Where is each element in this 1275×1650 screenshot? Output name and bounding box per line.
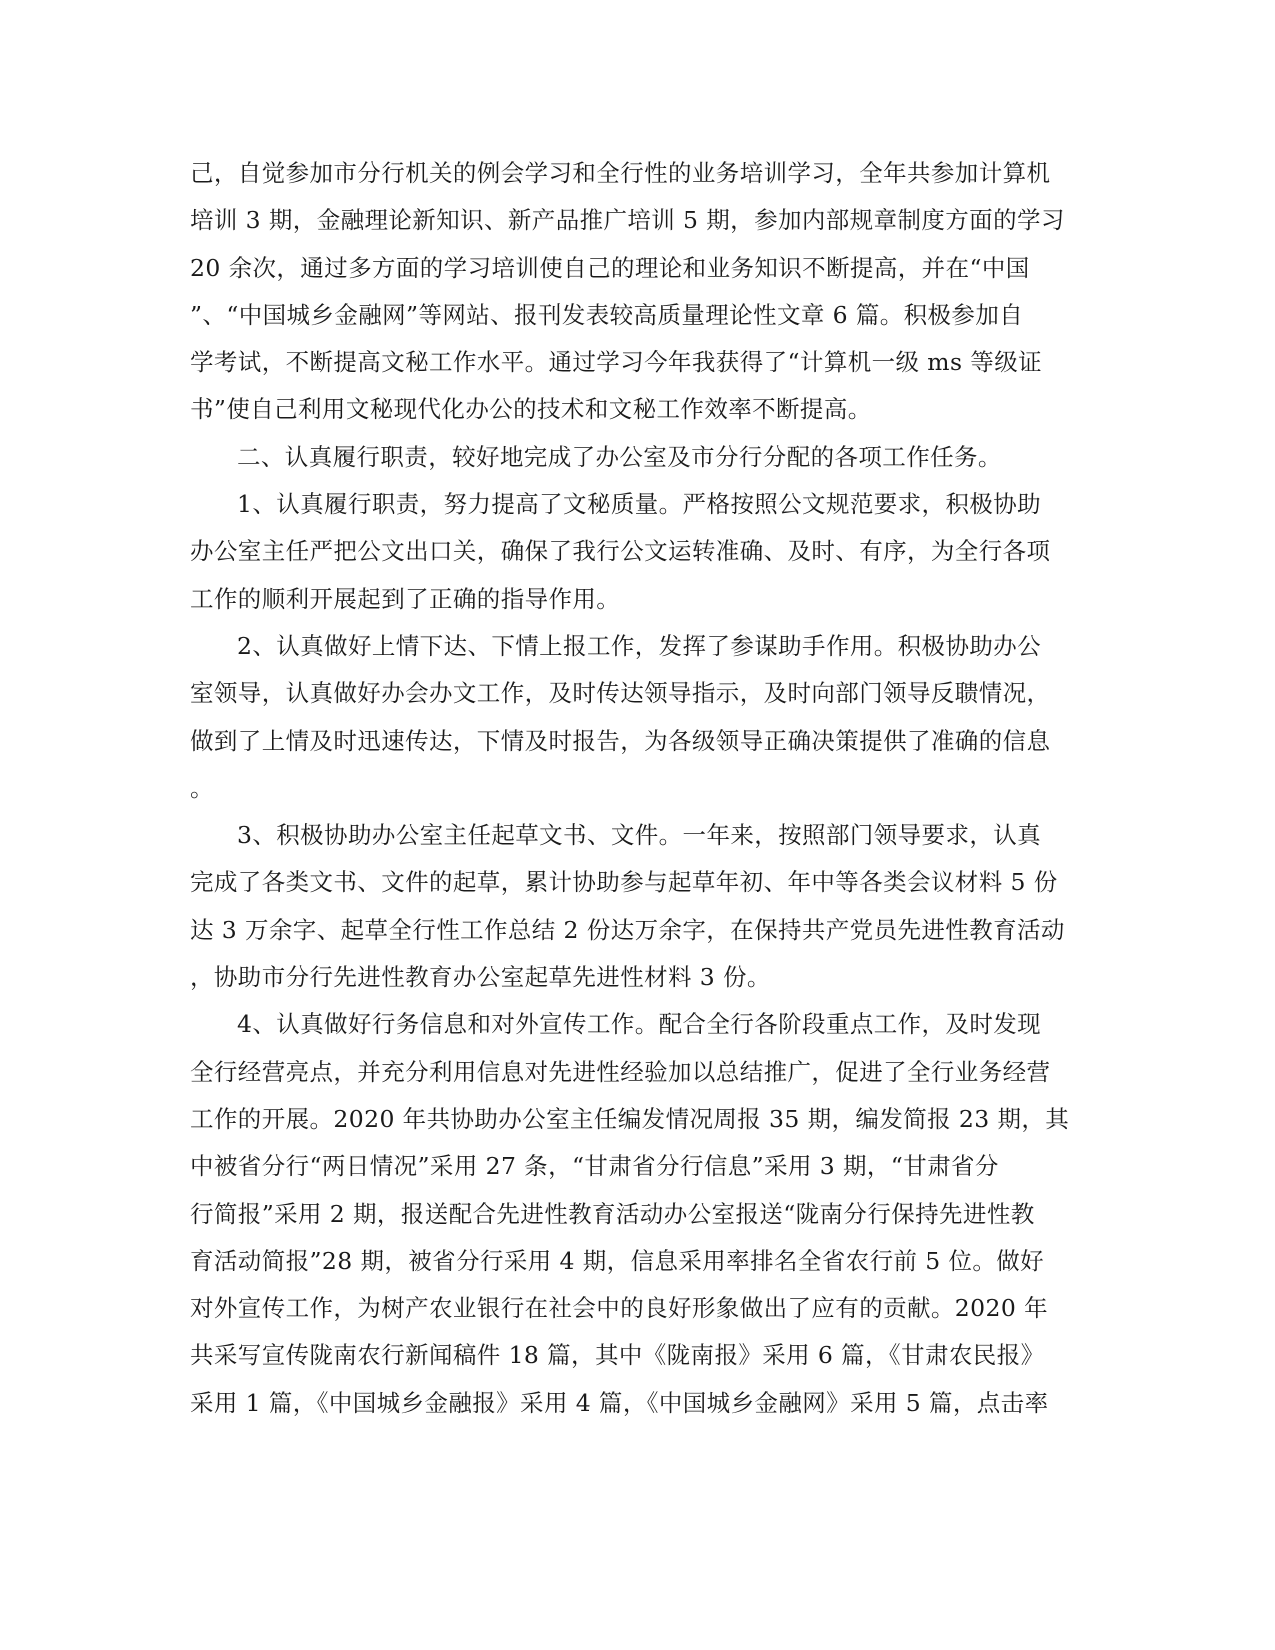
paragraph-first-line: 2、认真做好上情下达、下情上报工作，发挥了参谋助手作用。积极协助办公 (237, 631, 1042, 660)
text-line: 采用 1 篇，《中国城乡金融报》采用 4 篇，《中国城乡金融网》采用 5 篇，点击率 (190, 1388, 1049, 1417)
paragraph-first-line: 1、认真履行职责，努力提高了文秘质量。严格按照公文规范要求，积极协助 (237, 490, 1042, 519)
text-line: 室领导，认真做好办会办文工作，及时传达领导指示，及时向部门领导反聩情况， (190, 679, 1051, 708)
text-line: 达 3 万余字、起草全行性工作总结 2 份达万余字，在保持共产党员先进性教育活动 (190, 915, 1065, 944)
paragraph-first-line: 4、认真做好行务信息和对外宣传工作。配合全行各阶段重点工作，及时发现 (237, 1010, 1042, 1039)
text-line: ，协助市分行先进性教育办公室起草先进性材料 3 份。 (190, 963, 771, 992)
text-line: 20 余次，通过多方面的学习培训使自己的理论和业务知识不断提高，并在“中国 (190, 253, 1030, 282)
text-line: 。 (190, 773, 214, 802)
text-line: 做到了上情及时迅速传达，下情及时报告，为各级领导正确决策提供了准确的信息 (190, 726, 1051, 755)
text-line: 全行经营亮点，并充分利用信息对先进性经验加以总结推广，促进了全行业务经营 (190, 1057, 1051, 1086)
text-line: 己，自觉参加市分行机关的例会学习和全行性的业务培训学习，全年共参加计算机 (190, 159, 1051, 187)
text-line: 完成了各类文书、文件的起草，累计协助参与起草年初、年中等各类会议材料 5 份 (190, 868, 1058, 897)
text-line: 培训 3 期，金融理论新知识、新产品推广培训 5 期，参加内部规章制度方面的学习 (190, 206, 1065, 235)
text-line: 对外宣传工作，为树产农业银行在社会中的良好形象做出了应有的贡献。2020 年 (190, 1294, 1048, 1323)
text-line: 工作的开展。2020 年共协助办公室主任编发情况周报 35 期，编发简报 23 期，其 (190, 1104, 1070, 1133)
text-line: 行简报”采用 2 期，报送配合先进性教育活动办公室报送“陇南分行保持先进性教 (190, 1199, 1035, 1228)
text-line: 共采写宣传陇南农行新闻稿件 18 篇，其中《陇南报》采用 6 篇，《甘肃农民报》 (190, 1341, 1045, 1370)
text-line: 学考试，不断提高文秘工作水平。通过学习今年我获得了“计算机一级 ms 等级证 (190, 348, 1042, 377)
document-body (190, 150, 1080, 1427)
text-line: ”、“中国城乡金融网”等网站、报刊发表较高质量理论性文章 6 篇。积极参加自 (190, 300, 1024, 329)
text-line: 中被省分行“两日情况”采用 27 条，“甘肃省分行信息”采用 3 期，“甘肃省分 (190, 1152, 999, 1181)
text-line: 办公室主任严把公文出口关，确保了我行公文运转准确、及时、有序，为全行各项 (190, 537, 1051, 566)
paragraph-first-line: 3、积极协助办公室主任起草文书、文件。一年来，按照部门领导要求，认真 (237, 821, 1042, 850)
text-line: 工作的顺利开展起到了正确的指导作用。 (190, 584, 621, 613)
text-line: 书”使自己利用文秘现代化办公的技术和文秘工作效率不断提高。 (190, 395, 872, 424)
section-heading-line: 二、认真履行职责，较好地完成了办公室及市分行分配的各项工作任务。 (237, 442, 1002, 471)
text-line: 育活动简报”28 期，被省分行采用 4 期，信息采用率排名全省农行前 5 位。做好 (190, 1246, 1045, 1275)
